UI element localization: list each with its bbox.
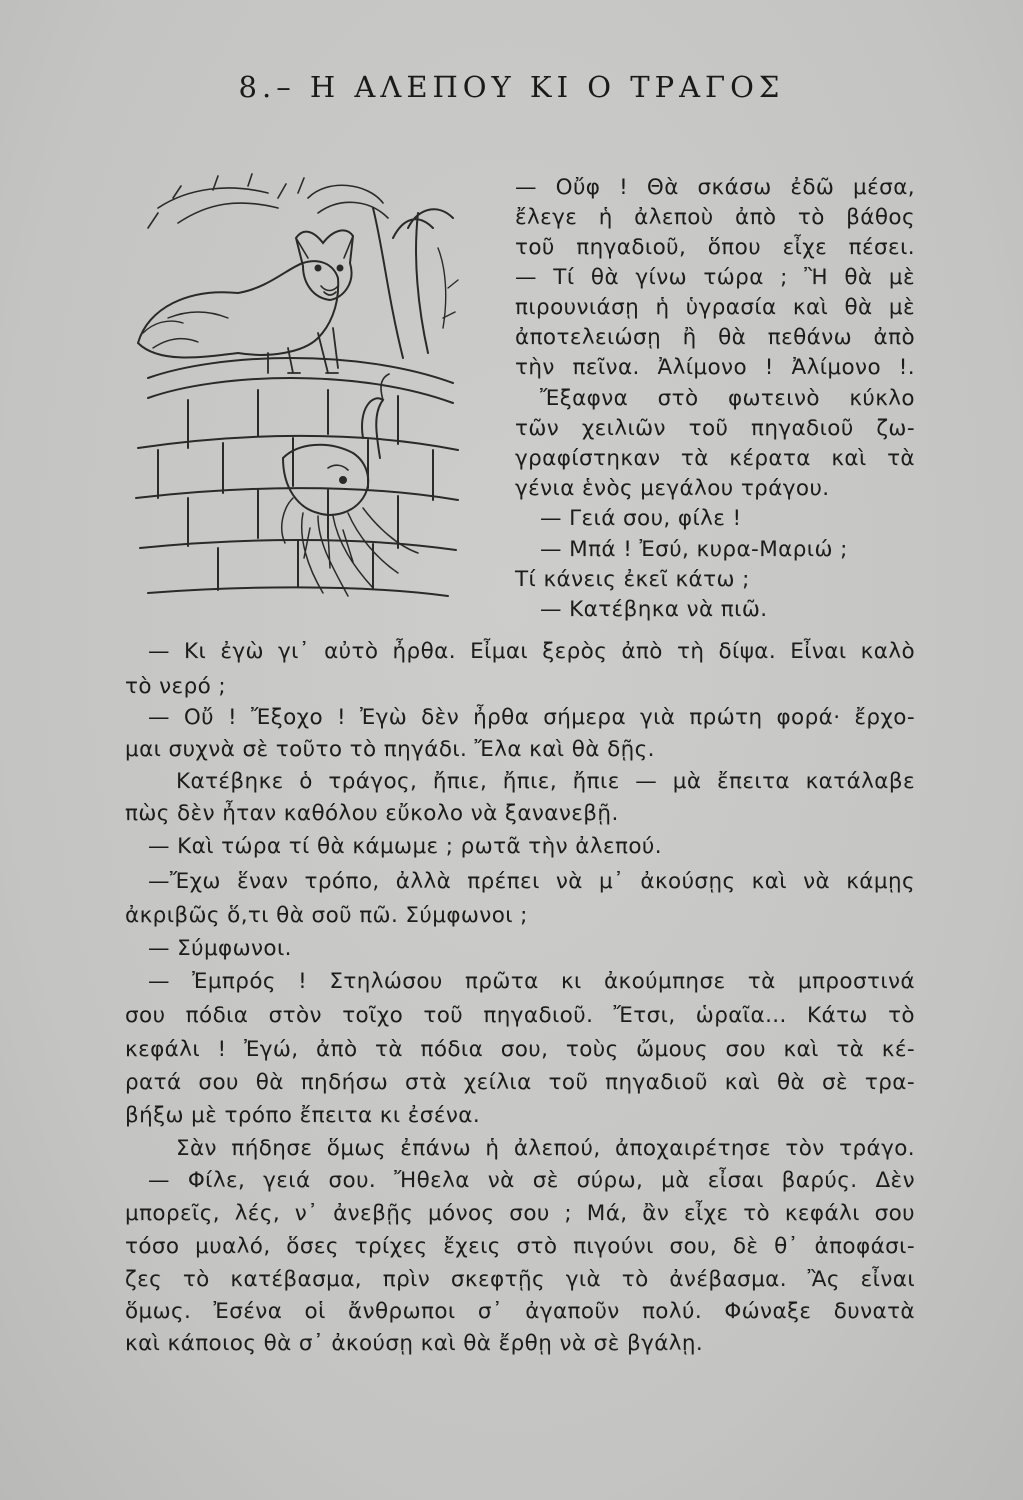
text-line: κεφάλι ! Ἐγώ, ἀπὸ τὰ πόδια σου, τοὺς ὤμους σου καὶ τὰ κέ- (125, 1037, 915, 1062)
text-line: καὶ κάποιος θὰ σ᾿ ἀκούσῃ καὶ θὰ ἔρθῃ νὰ σὲ βγάλῃ. (125, 1331, 704, 1356)
text-line: — Οὔφ ! Θὰ σκάσω ἐδῶ μέσα, (515, 175, 915, 200)
text-line: — Καὶ τώρα τί θὰ κάμωμε ; ρωτᾶ τὴν ἀλεπού. (148, 834, 662, 859)
text-line: — Φίλε, γειά σου. Ἤθελα νὰ σὲ σύρω, μὰ εἶσαι βαρύς. Δὲν (148, 1168, 915, 1193)
text-line: πιρουνιάσῃ ἡ ὑγρασία καὶ θὰ μὲ (515, 295, 915, 320)
text-line: ἔλεγε ἡ ἀλεποὺ ἀπὸ τὸ βάθος (515, 205, 915, 230)
text-line: τόσο μυαλό, ὅσες τρίχες ἔχεις στὸ πιγούνι σου, δὲ θ᾿ ἀποφάσι- (125, 1234, 915, 1259)
text-line: τὸ νερό ; (125, 674, 227, 699)
text-line: — Σύμφωνοι. (148, 936, 292, 961)
text-line: — Τί θὰ γίνω τώρα ; Ἢ θὰ μὲ (515, 265, 915, 290)
text-line: Σὰν πήδησε ὅμως ἐπάνω ἡ ἀλεπού, ἀποχαιρέτησε τὸν τράγο. (176, 1136, 915, 1161)
text-line: γραφίστηκαν τὰ κέρατα καὶ τὰ (515, 446, 915, 471)
text-line: ὅμως. Ἐσένα οἱ ἄνθρωποι σ᾿ ἀγαποῦν πολύ. Φώναξε δυνατὰ (125, 1299, 915, 1324)
text-line: Τί κάνεις ἐκεῖ κάτω ; (515, 567, 750, 592)
text-line: — Μπά ! Ἐσύ, κυρα-Μαριώ ; (540, 537, 848, 562)
text-line: γένια ἑνὸς μεγάλου τράγου. (515, 476, 830, 501)
text-line: τῶν χειλιῶν τοῦ πηγαδιοῦ ζω- (515, 416, 915, 441)
text-line: μαι συχνὰ σὲ τοῦτο τὸ πηγάδι. Ἔλα καὶ θὰ δῇς. (125, 737, 655, 762)
text-line: ἀκριβῶς ὅ,τι θὰ σοῦ πῶ. Σύμφωνοι ; (125, 903, 528, 928)
text-line: τοῦ πηγαδιοῦ, ὅπου εἶχε πέσει. (515, 235, 915, 260)
text-line: — Ἐμπρός ! Στηλώσου πρῶτα κι ἀκούμπησε τὰ μπροστινά (148, 969, 915, 994)
page-title: 8.– Η ΑΛΕΠΟΥ ΚΙ Ο ΤΡΑΓΟΣ (238, 70, 785, 104)
fox-and-goat-illustration (118, 168, 468, 613)
text-line: ζες τὸ κατέβασμα, πρὶν σκεφτῇς γιὰ τὸ ἀνέβασμα. Ἂς εἶναι (125, 1267, 915, 1292)
text-line: ἀποτελειώσῃ ἢ θὰ πεθάνω ἀπὸ (515, 325, 915, 350)
text-line: — Οὔ ! Ἔξοχο ! Ἐγὼ δὲν ἦρθα σήμερα γιὰ πρώτη φορά· ἔρχο- (148, 705, 915, 730)
text-line: Ἔξαφνα στὸ φωτεινὸ κύκλο (540, 386, 915, 411)
text-line: — Κατέβηκα νὰ πιῶ. (540, 597, 768, 622)
text-line: βήξω μὲ τρόπο ἔπειτα κι ἐσένα. (125, 1103, 481, 1128)
text-line: σου πόδια στὸν τοῖχο τοῦ πηγαδιοῦ. Ἔτσι, ὡραῖα... Κάτω τὸ (125, 1003, 915, 1028)
text-line: μπορεῖς, λές, ν᾿ ἀνεβῇς μόνος σου ; Μά, ἂν εἶχε τὸ κεφάλι σου (125, 1201, 915, 1226)
text-line: πὼς δὲν ἦταν καθόλου εὔκολο νὰ ξανανεβῇ. (125, 801, 619, 826)
text-line: ρατά σου θὰ πηδήσω στὰ χείλια τοῦ πηγαδιοῦ καὶ θὰ σὲ τρα- (125, 1070, 915, 1095)
text-line: —Ἔχω ἕναν τρόπο, ἀλλὰ πρέπει νὰ μ᾿ ἀκούσῃς καὶ νὰ κάμῃς (148, 869, 915, 894)
text-line: — Γειά σου, φίλε ! (540, 506, 742, 531)
text-line: — Κι ἐγὼ γι᾿ αὐτὸ ἦρθα. Εἶμαι ξερὸς ἀπὸ τὴ δίψα. Εἶναι καλὸ (148, 639, 915, 664)
text-line: Κατέβηκε ὁ τράγος, ἤπιε, ἤπιε, ἤπιε — μὰ ἔπειτα κατάλαβε (176, 769, 915, 794)
text-line: τὴν πεῖνα. Ἀλίμονο ! Ἀλίμονο !. (515, 355, 915, 380)
